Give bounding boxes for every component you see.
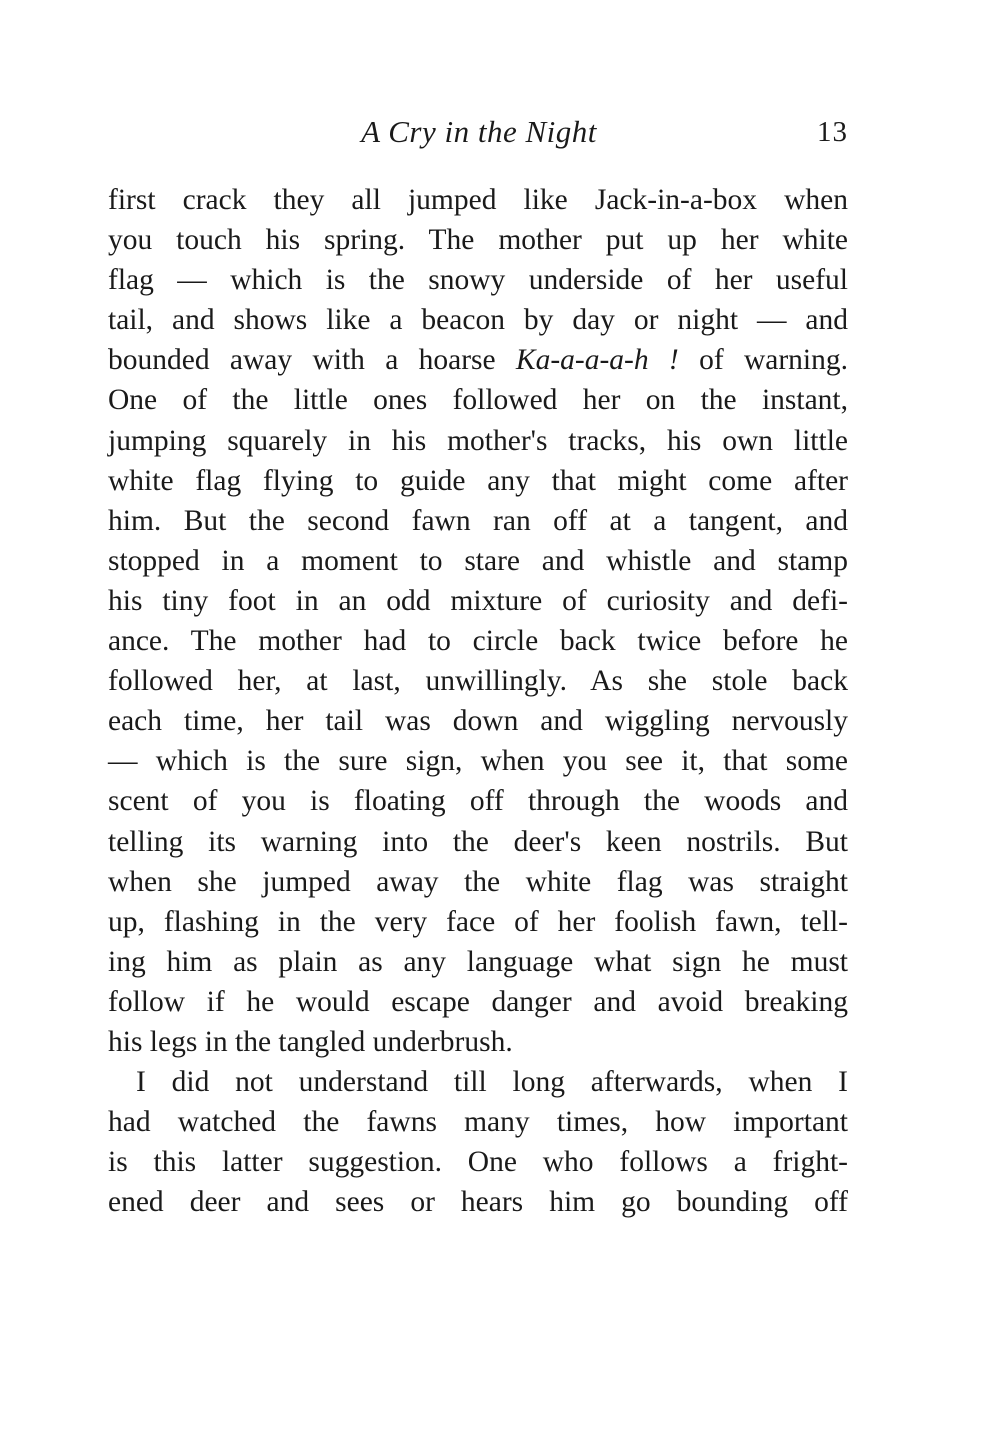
text-line: followed her, at last, unwillingly. As she stole back bbox=[108, 665, 848, 698]
text-line: ened deer and sees or hears him go bounding off bbox=[108, 1186, 848, 1219]
italic-exclamation: Ka-a-a-a-h ! bbox=[515, 344, 679, 377]
text-segment: of warning. bbox=[699, 344, 849, 377]
text-line: ance. The mother had to circle back twice before he bbox=[108, 625, 848, 658]
text-line: each time, her tail was down and wiggling nervously bbox=[108, 705, 848, 738]
text-line bbox=[108, 340, 848, 380]
text-line: when she jumped away the white flag was straight bbox=[108, 865, 848, 898]
page-number: 13 bbox=[817, 116, 848, 148]
text-line: had watched the fawns many times, how important bbox=[108, 1106, 848, 1139]
text-line: up, flashing in the very face of her foolish fawn, tell- bbox=[108, 905, 848, 938]
text-line: — which is the sure sign, when you see it, that some bbox=[108, 745, 848, 778]
text-line: first crack they all jumped like Jack-in-a-box when bbox=[108, 184, 848, 216]
text-line: jumping squarely in his mother's tracks, his own little bbox=[108, 424, 848, 457]
text-line: is this latter suggestion. One who follows a fright- bbox=[108, 1146, 848, 1179]
running-header bbox=[108, 112, 850, 156]
body-text bbox=[108, 180, 848, 1222]
text-segment: bounded away with a hoarse bbox=[108, 344, 496, 377]
text-line: his legs in the tangled underbrush. bbox=[108, 1025, 513, 1058]
text-line: One of the little ones followed her on the instant, bbox=[108, 384, 848, 417]
text-line: tail, and shows like a beacon by day or night — and bbox=[108, 304, 848, 337]
text-line: follow if he would escape danger and avoid breaking bbox=[108, 985, 848, 1018]
text-line: him. But the second fawn ran off at a tangent, and bbox=[108, 504, 848, 537]
text-line: stopped in a moment to stare and whistle and stamp bbox=[108, 544, 848, 577]
running-title: A Cry in the Night bbox=[361, 114, 597, 149]
text-line: ing him as plain as any language what sign he must bbox=[108, 945, 848, 978]
text-line: his tiny foot in an odd mixture of curiosity and defi- bbox=[108, 584, 848, 617]
text-line: I did not understand till long afterwards, when I bbox=[136, 1066, 848, 1099]
text-line: you touch his spring. The mother put up her white bbox=[108, 224, 848, 257]
text-line: telling its warning into the deer's keen nostrils. But bbox=[108, 825, 848, 858]
text-line: flag — which is the snowy underside of her useful bbox=[108, 264, 848, 297]
text-line: white flag flying to guide any that might come after bbox=[108, 464, 848, 497]
text-line: scent of you is floating off through the woods and bbox=[108, 785, 848, 818]
